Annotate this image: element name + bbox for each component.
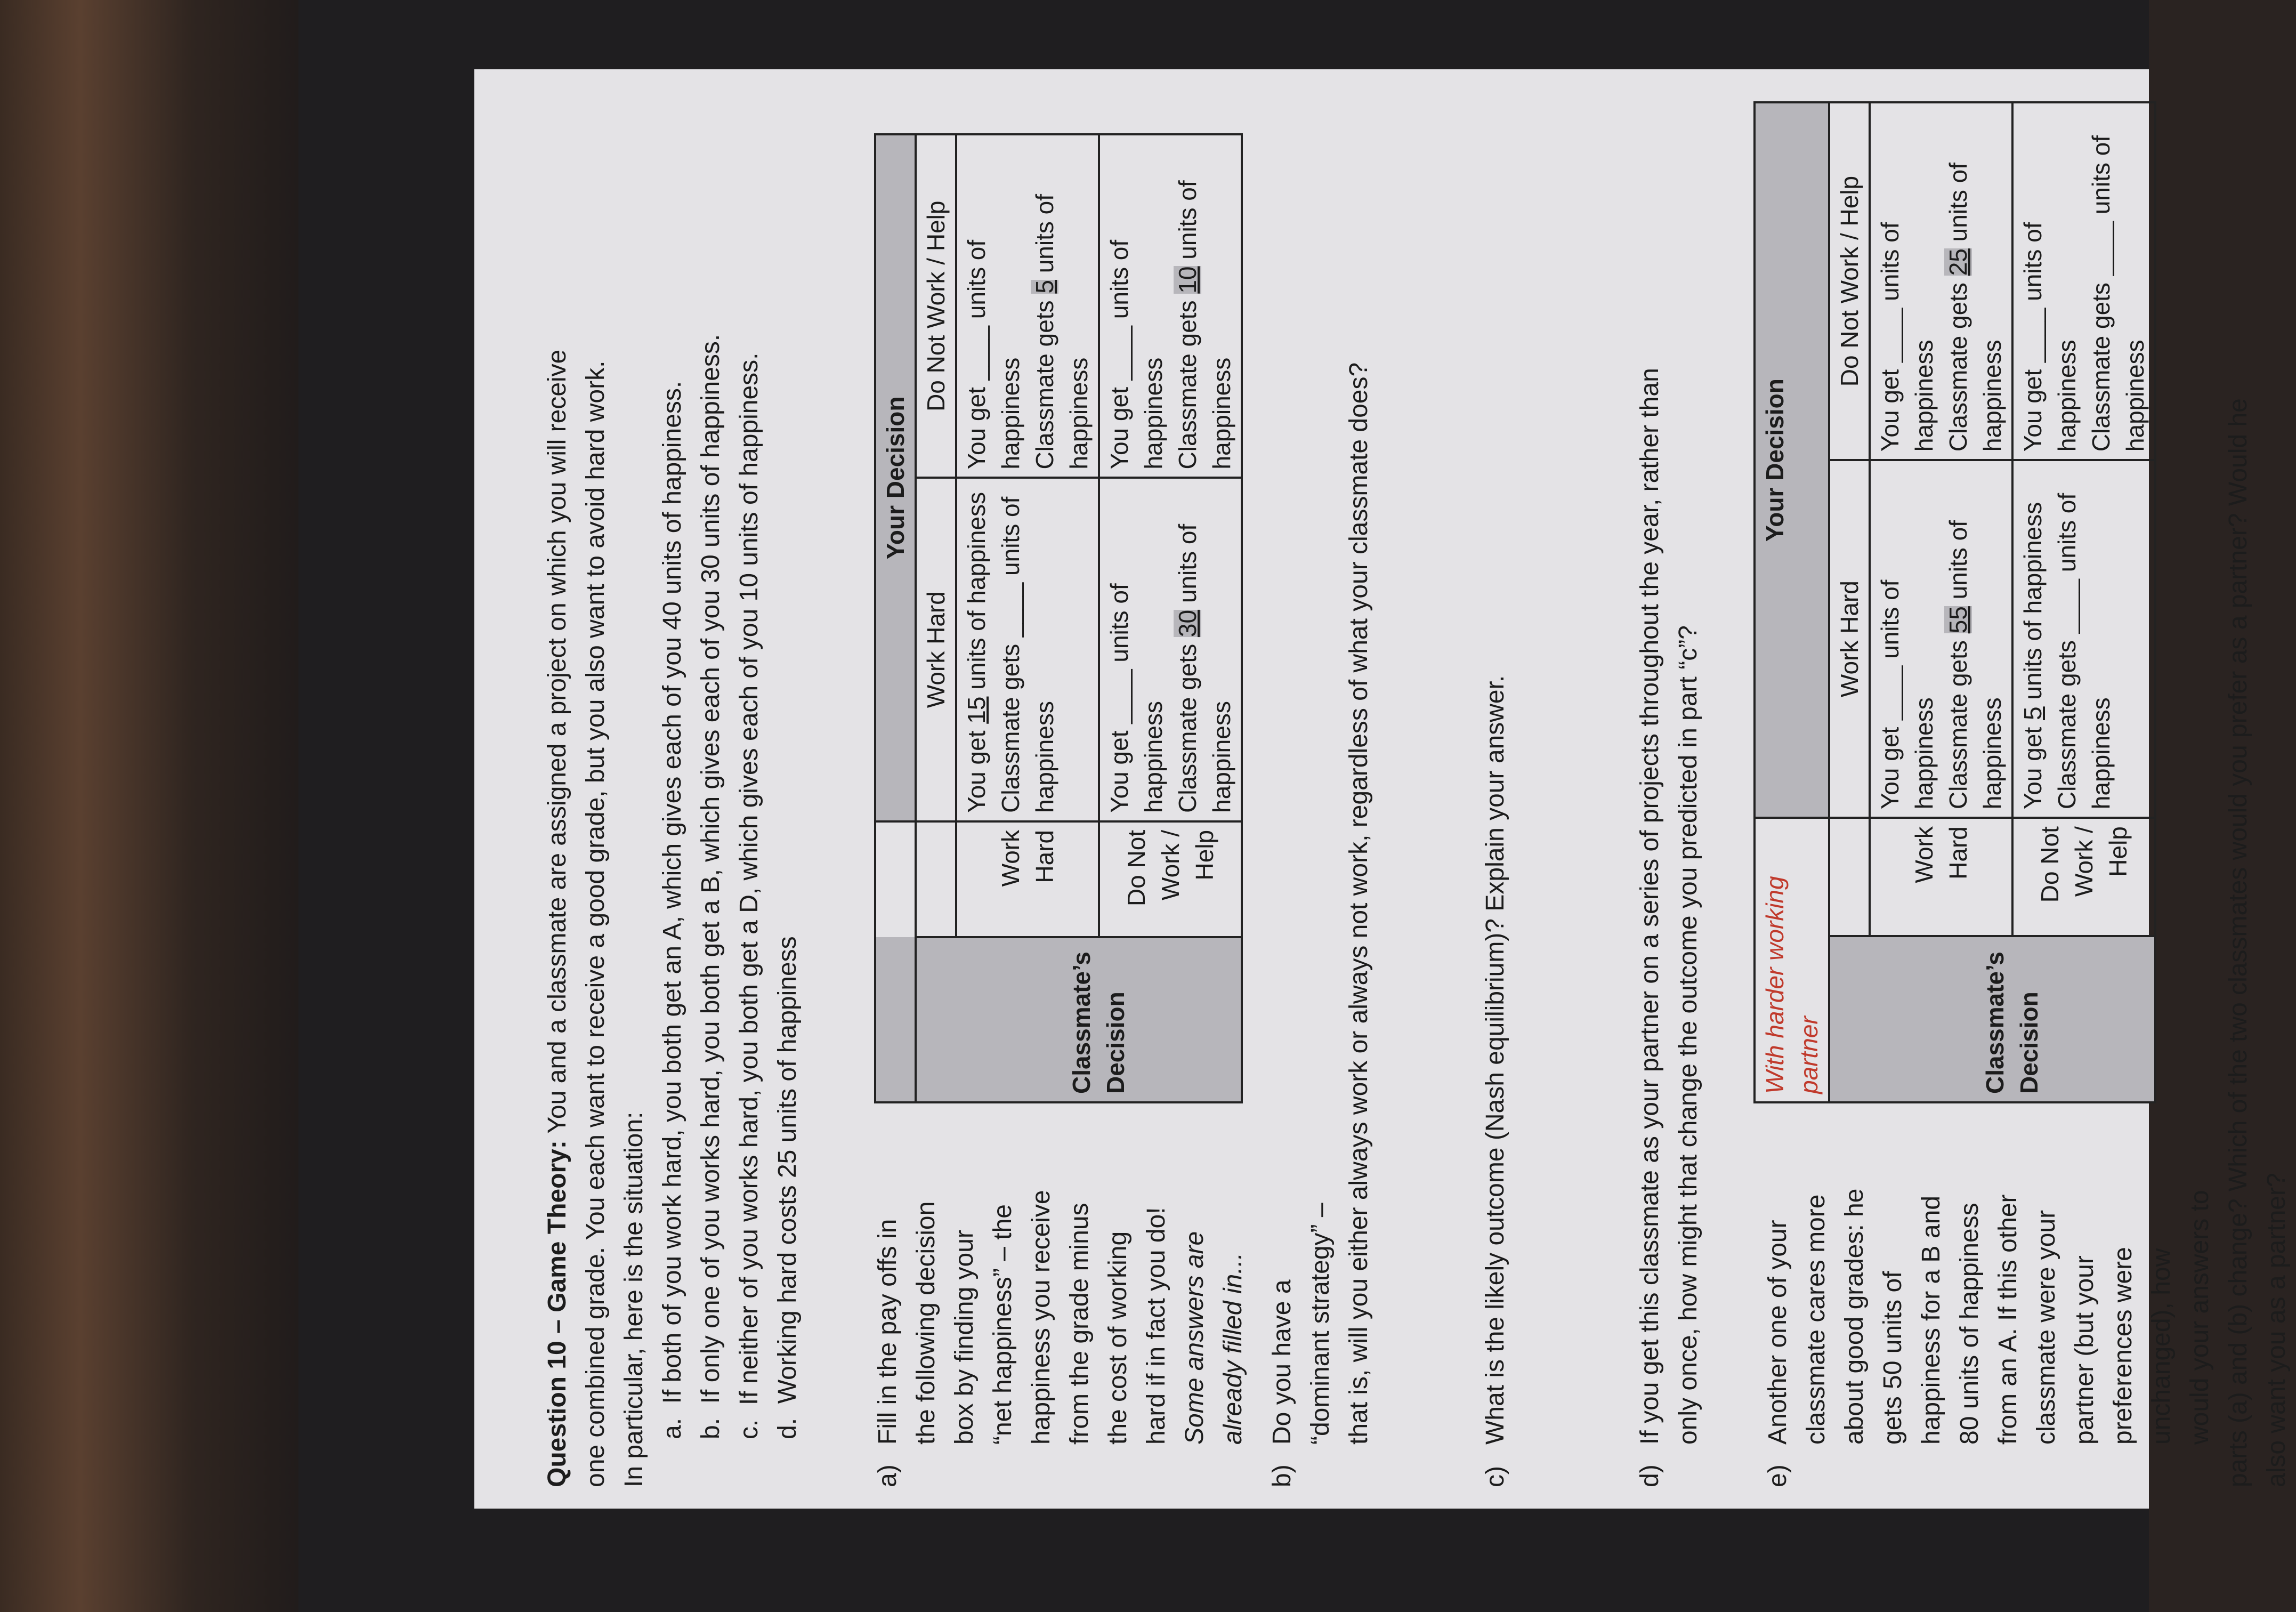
situation-item: a. If both of you work hard, you both get an A, which gives each of you 40 units of happiness. bbox=[658, 381, 686, 1439]
part-e-text: Another one of your classmate cares more about good grades: he gets 50 units of happiness for a B and 80 units of happiness from an A. If this other classmate were your partner (but your preferences were unchanged), how would your answers to bbox=[1764, 1188, 2214, 1445]
table1-cell-notwork-notwork: You get ____ units of happiness Classmate gets 10 units of happiness bbox=[1099, 134, 1242, 478]
table1-corner bbox=[875, 937, 916, 1102]
table2-row-work-hard: Work Hard bbox=[1870, 818, 2012, 936]
part-b-line2: “dominant strategy” – bbox=[1306, 1203, 1335, 1445]
question-intro-line1 bbox=[538, 350, 577, 1487]
table2-col-do-not-work: Do Not Work / Help bbox=[1829, 102, 1870, 460]
part-d-line1: If you get this classmate as your partner on a series of projects throughout the year, rather than bbox=[1636, 368, 1664, 1445]
part-e-marker: e) bbox=[1764, 1464, 1792, 1487]
part-c-marker: c) bbox=[1481, 1466, 1509, 1487]
table2-cell-notwork-work: You get 5 units of happiness Classmate gets ____ units of happiness bbox=[2012, 460, 2155, 818]
table2-col-work-hard: Work Hard bbox=[1829, 460, 1870, 818]
table1-cell-notwork-work: You get ____ units of happiness Classmate gets 30 units of happiness bbox=[1099, 478, 1242, 821]
question-title: Question 10 – Game Theory: bbox=[543, 1140, 571, 1487]
table1-blank bbox=[916, 821, 956, 938]
table2-shade bbox=[1829, 936, 1870, 1102]
desk-background bbox=[0, 0, 320, 1612]
table1-col-do-not-work: Do Not Work / Help bbox=[916, 134, 956, 478]
part-c-text: What is the likely outcome (Nash equilibrium)? Explain your answer. bbox=[1481, 675, 1509, 1445]
table2-cell-notwork-notwork: You get ____ units of happiness Classmate gets ____ units of happiness bbox=[2012, 102, 2155, 460]
table2-your-decision: Your Decision bbox=[1755, 102, 1829, 818]
table1-row-do-not-work: Do Not Work / Help bbox=[1099, 821, 1242, 938]
payoff-table-2 bbox=[1753, 101, 2156, 1103]
part-e-tail2: also want you as a partner? bbox=[2262, 1173, 2291, 1487]
table1-cell-work-notwork: You get ____ units of happiness Classmate gets 5 units of happiness bbox=[956, 134, 1099, 478]
part-e-tail1: parts (a) and (b) change? Which of the two classmates would you prefer as a partner? Would he bbox=[2224, 398, 2252, 1487]
part-b-line3: that is, will you either always work or always not work, regardless of what your classmate does? bbox=[1345, 362, 1373, 1445]
part-d-marker: d) bbox=[1636, 1464, 1664, 1487]
table2-classmate-decision: Classmate’s Decision bbox=[1870, 936, 2155, 1102]
table1-classmate-decision: Classmate’s Decision bbox=[956, 937, 1242, 1102]
part-a-text: Fill in the pay offs in the following decision box by finding your “net happiness” – the happiness you receive from the grade minus the cost of working hard if in fact you do! Some answers are already filled in... bbox=[874, 1190, 1247, 1445]
table1-shade bbox=[916, 937, 956, 1102]
part-a-marker: a) bbox=[874, 1464, 902, 1487]
part-b-line1: Do you have a bbox=[1268, 1279, 1296, 1445]
question-intro-text: You and a classmate are assigned a project on which you will receive bbox=[543, 349, 571, 1141]
table1-corner-blank bbox=[875, 821, 916, 938]
question-intro-line2: one combined grade. You each want to receive a good grade, but you also want to avoid hard work. bbox=[581, 360, 610, 1487]
table2-cell-work-notwork: You get ____ units of happiness Classmate gets 25 units of happiness bbox=[1870, 102, 2012, 460]
table1-col-work-hard: Work Hard bbox=[916, 478, 956, 821]
situation-item: b. If only one of you works hard, you both get a B, which gives each of you 30 units of happiness. bbox=[697, 334, 725, 1439]
payoff-table-1 bbox=[874, 133, 1243, 1103]
situation-item: d. Working hard costs 25 units of happiness bbox=[773, 936, 802, 1439]
situation-item: c. If neither of you works hard, you both get a D, which gives each of you 10 units of happiness. bbox=[735, 352, 763, 1439]
table1-row-work-hard: Work Hard bbox=[956, 821, 1099, 938]
table1-cell-work-work: You get 15 units of happiness Classmate gets ____ units of happiness bbox=[956, 478, 1099, 821]
table2-row-do-not-work: Do Not Work / Help bbox=[2012, 818, 2155, 936]
table2-cell-work-work: You get ____ units of happiness Classmate gets 55 units of happiness bbox=[1870, 460, 2012, 818]
table1-your-decision: Your Decision bbox=[875, 134, 916, 821]
part-b-marker: b) bbox=[1268, 1464, 1296, 1487]
rotated-document-content bbox=[474, 69, 2291, 1509]
question-intro-line3: In particular, here is the situation: bbox=[620, 1111, 648, 1487]
part-d-line2: only once, how might that change the outcome you predicted in part “c”? bbox=[1674, 625, 1702, 1445]
table2-blank bbox=[1829, 818, 1870, 936]
table2-corner-label: With harder working partner bbox=[1755, 818, 1829, 1102]
